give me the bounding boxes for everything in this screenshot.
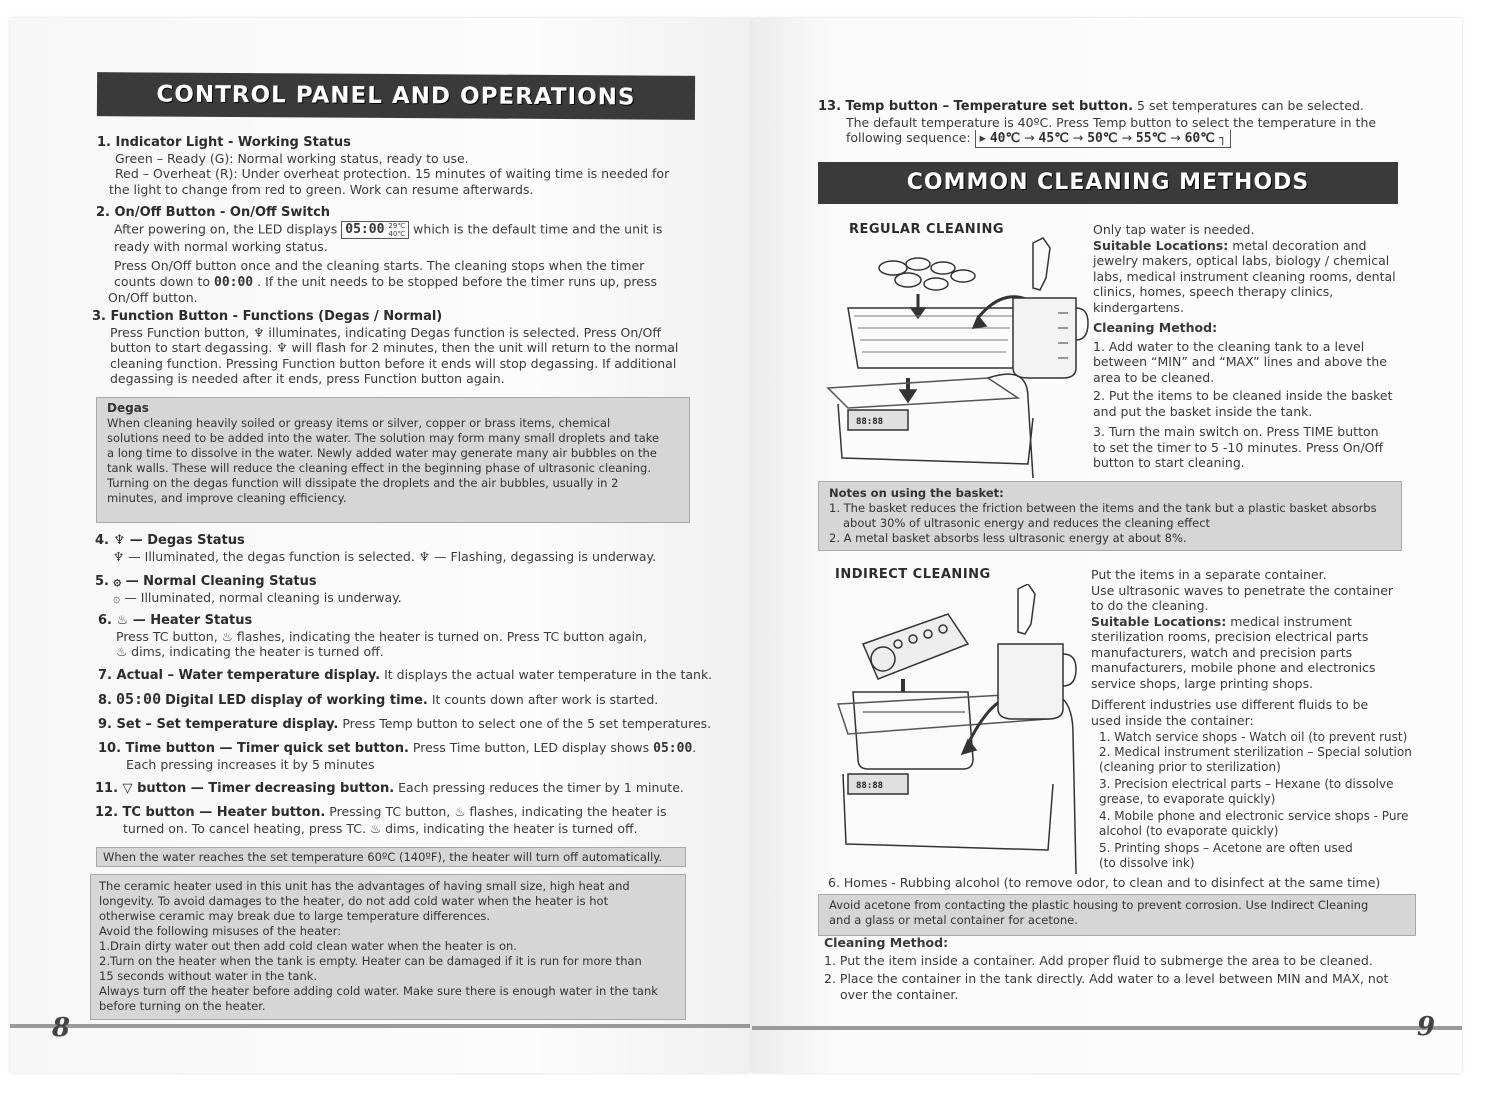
locations-text: metal decoration and — [1232, 237, 1367, 253]
item-normal-cleaning-status — [95, 573, 735, 605]
basket-note-line: 1. The basket reduces the friction between the items and the tank but a plastic basket absorbs — [829, 501, 1377, 515]
item-text: following sequence: — [846, 130, 971, 145]
lcd-actual-temp: 29℃ — [388, 221, 406, 230]
fluid-item: grease, to evaporate quickly) — [1099, 792, 1276, 806]
acetone-warning-box — [818, 894, 1416, 936]
item-title: 1. Indicator Light - Working Status — [97, 135, 351, 150]
lcd-time: 05:00 — [653, 741, 693, 756]
method-step: 2. Place the container in the tank directly. Add water to a level between MIN and MAX, not — [824, 971, 1389, 986]
control-panel-banner: CONTROL PANEL AND OPERATIONS — [97, 72, 695, 120]
item-line: the light to change from red to green. Work can resume afterwards. — [109, 181, 534, 197]
regular-step — [1093, 424, 1423, 471]
fluids-line: Different industries use different fluids to be — [1091, 697, 1369, 712]
item-line — [818, 130, 1458, 148]
degas-box-title: Degas — [107, 401, 149, 415]
item-text: . If the unit needs to be stopped before the timer runs up, press — [257, 273, 658, 289]
temp-step: 50℃ — [1087, 131, 1118, 146]
locations-label: Suitable Locations: — [1093, 237, 1229, 253]
regular-cleaning-text — [1093, 222, 1423, 471]
regular-step — [1093, 388, 1423, 419]
basket-notes-title: Notes on using the basket: — [829, 486, 1004, 500]
ceramic-line: longevity. To avoid damages to the heater, do not add cold water when the heater is hot — [99, 894, 609, 908]
acetone-line: and a glass or metal container for acetone. — [829, 913, 1078, 927]
item-tc-button — [95, 804, 735, 836]
temp-sequence: ▸ 40℃ → 45℃ → 50℃ → 55℃ → 60℃ ┐ — [975, 130, 1232, 148]
item-line: turned on. To cancel heating, press TC. ♨ dims, indicating the heater is turned off. — [123, 820, 638, 836]
item-text: Press Temp button to select one of the 5 set temperatures. — [342, 716, 712, 731]
indirect-line: Put the items in a separate container. — [1091, 567, 1327, 582]
ceramic-line: The ceramic heater used in this unit has the advantages of having small size, high heat and — [99, 879, 630, 893]
item-text: counts down to — [114, 273, 211, 289]
locations-text: medical instrument — [1230, 613, 1353, 629]
item-title: 4. ♆ — Degas Status — [95, 533, 245, 548]
item-actual-temp-display — [98, 667, 738, 684]
item-text: It counts down after work is started. — [431, 692, 659, 707]
item-title: 6. ♨ — Heater Status — [98, 613, 253, 628]
item-line: Each pressing increases it by 5 minutes — [126, 756, 375, 772]
fluid-item: 1. Watch service shops - Watch oil (to prevent rust) — [1099, 730, 1408, 744]
step-line: and put the basket inside the tank. — [1093, 403, 1313, 419]
item-line: Press Function button, ♆ illuminates, indicating Degas function is selected. Press On/Off — [110, 324, 661, 340]
basket-note-line: about 30% of ultrasonic energy and reduces the cleaning effect — [843, 516, 1211, 530]
fluid-item: 2. Medical instrument sterilization – Special solution — [1099, 745, 1412, 759]
fluid-item: (to dissolve ink) — [1099, 856, 1195, 870]
item-set-temp-display — [98, 716, 738, 733]
item-decrease-button — [95, 780, 735, 797]
temp-step: 40℃ — [989, 131, 1021, 146]
locations-line: manufacturers, mobile phone and electronics — [1091, 660, 1376, 675]
item-line: Press On/Off button once and the cleaning starts. The cleaning stops when the timer — [114, 258, 645, 273]
homes-fluid-item: 6. Homes - Rubbing alcohol (to remove odor, to clean and to disinfect at the same time) — [828, 875, 1381, 890]
item-digital-led-display — [98, 692, 738, 709]
locations-line: service shops, large printing shops. — [1091, 675, 1314, 691]
regular-step — [1093, 339, 1423, 386]
indirect-line: Use ultrasonic waves to penetrate the container — [1091, 582, 1394, 598]
heater-auto-off-note: When the water reaches the set temperature 60ºC (140ºF), the heater will turn off automatically. — [96, 847, 686, 867]
item-degas-status — [95, 532, 735, 564]
item-title: 13. Temp button – Temperature set button. — [818, 99, 1134, 114]
degas-box-line: minutes, and improve cleaning efficiency. — [107, 491, 347, 505]
step-line: area to be cleaned. — [1093, 369, 1215, 385]
item-function-button — [92, 308, 722, 387]
degas-box-line: Turning on the degas function will dissipate the droplets and the air bubbles, usually in 2 — [107, 476, 619, 490]
ceramic-heater-box — [90, 874, 686, 1020]
ceramic-line: 2.Turn on the heater when the tank is empty. Heater can be damaged if it is run for more than — [99, 954, 642, 968]
item-on-off-button — [96, 204, 716, 306]
fluid-item: (cleaning prior to sterilization) — [1099, 760, 1281, 774]
item-title: 7. Actual – Water temperature display. — [98, 668, 381, 683]
step-line: 2. Put the items to be cleaned inside the basket — [1093, 388, 1393, 403]
basket-notes-box — [818, 481, 1402, 551]
lcd-time: 00:00 — [214, 274, 254, 290]
locations-line: labs, medical instrument cleaning rooms, dental — [1093, 268, 1396, 284]
locations-line: clinics, homes, speech therapy clinics, — [1093, 284, 1334, 299]
item-line — [96, 221, 716, 239]
indirect-illustration-lcd: 88:88 — [856, 781, 884, 791]
item-text: which is the default time and the unit is — [413, 221, 663, 236]
fluid-item: 4. Mobile phone and electronic service shops - Pure — [1099, 809, 1409, 823]
ceramic-line: 15 seconds without water in the tank. — [99, 969, 318, 983]
fluids-line: used inside the container: — [1091, 712, 1254, 728]
temp-step: 45℃ — [1038, 131, 1069, 146]
fluid-item: 3. Precision electrical parts – Hexane (to dissolve — [1099, 777, 1394, 791]
item-temp-button — [818, 98, 1458, 148]
step-line: 3. Turn the main switch on. Press TIME button — [1093, 424, 1379, 439]
item-indicator-light — [97, 134, 717, 197]
footer-rule — [752, 1026, 1462, 1030]
item-line: cleaning function. Pressing Function button before it ends will stop degassing. If additional — [110, 355, 677, 371]
item-text: After powering on, the LED displays — [114, 221, 338, 236]
item-time-button: 10. Time button — Timer quick set button. Press Time button, LED display shows 05:00. Each pressing increases it by 5 minutes — [98, 740, 738, 772]
common-cleaning-banner: COMMON CLEANING METHODS — [818, 162, 1398, 204]
locations-label: Suitable Locations: — [1091, 613, 1227, 629]
item-line: Green – Ready (G): Normal working status, ready to use. — [115, 150, 469, 166]
item-text: 5 set temperatures can be selected. — [1137, 98, 1364, 113]
indirect-line: to do the cleaning. — [1091, 598, 1209, 613]
item-line: button to start degassing. ♆ will flash for 2 minutes, then the unit will return to the normal — [110, 340, 679, 355]
item-text: It displays the actual water temperature in the tank. — [384, 667, 713, 682]
indirect-cleaning-text — [1091, 567, 1441, 871]
item-title: 3. Function Button - Functions (Degas / Normal) — [92, 309, 443, 324]
degas-info-box — [96, 397, 690, 523]
fluid-item: 5. Printing shops – Acetone are often used — [1099, 841, 1353, 855]
item-text: Each pressing reduces the timer by 1 minute. — [398, 780, 684, 795]
page-number: 8 — [52, 1013, 71, 1043]
item-line: On/Off button. — [108, 290, 198, 305]
item-line: Red – Overheat (R): Under overheat protection. 15 minutes of waiting time is needed for — [115, 166, 670, 181]
degas-box-line: tank walls. These will reduce the cleaning effect in the beginning phase of ultrasonic cleaning. — [107, 461, 651, 475]
step-line: 1. Add water to the cleaning tank to a level — [1093, 338, 1365, 354]
item-number: 8. — [98, 693, 112, 708]
item-line: ۞ — Illuminated, normal cleaning is underway. — [113, 589, 402, 605]
item-line — [96, 274, 716, 291]
item-line: ♆ — Illuminated, the degas function is selected. ♆ — Flashing, degassing is underway. — [113, 548, 657, 564]
right-page — [752, 18, 1462, 1073]
lcd-time: 05:00 — [115, 690, 162, 708]
item-title: 12. TC button — Heater button. — [95, 805, 326, 820]
item-title: 2. On/Off Button - On/Off Switch — [96, 205, 331, 220]
item-heater-status — [98, 612, 738, 660]
regular-cleaning-heading: REGULAR CLEANING — [849, 222, 1005, 237]
locations-line: kindergartens. — [1093, 299, 1184, 315]
fluid-list — [1091, 730, 1441, 871]
lcd-time: 05:00 — [345, 222, 385, 237]
item-title: 9. Set – Set temperature display. — [98, 717, 339, 732]
ceramic-line: before turning on the heater. — [99, 999, 266, 1013]
item-line: ♨ dims, indicating the heater is turned off. — [116, 644, 384, 659]
indirect-cleaning-illustration — [818, 584, 1088, 879]
cleaning-method-label: Cleaning Method: — [824, 935, 949, 950]
left-page — [10, 18, 750, 1073]
step-line: between “MIN” and “MAX” lines and above the — [1093, 354, 1387, 369]
locations-line: manufacturers, watch and precision parts — [1091, 644, 1353, 660]
regular-intro: Only tap water is needed. — [1093, 222, 1255, 237]
fluid-item: alcohol (to evaporate quickly) — [1099, 824, 1279, 838]
lcd-set-temp: 40℃ — [388, 229, 406, 238]
regular-illustration-lcd: 88:88 — [856, 417, 884, 427]
item-title: 10. Time button — Timer quick set button. — [98, 741, 409, 756]
indirect-locations — [1091, 614, 1441, 630]
temp-step: 55℃ — [1135, 131, 1167, 146]
locations-line: jewelry makers, optical labs, biology / chemical — [1093, 253, 1390, 268]
item-title: 11. ▽ button — Timer decreasing button. — [95, 781, 395, 796]
lcd-display — [341, 221, 409, 239]
ceramic-line: Avoid the following misuses of the heater: — [99, 924, 342, 938]
method-step: over the container. — [840, 986, 959, 1002]
indirect-cleaning-heading: INDIRECT CLEANING — [835, 567, 991, 582]
item-title: Digital LED display of working time. — [165, 693, 428, 708]
ceramic-line: Always turn off the heater before adding cold water. Make sure there is enough water in the tank — [99, 984, 658, 998]
item-text: Press Time button, LED display shows — [412, 740, 650, 755]
degas-box-line: a long time to dissolve in the water. Newly added water may generate many air bubbles on the — [107, 446, 657, 460]
item-line: Press TC button, ♨ flashes, indicating the heater is turned on. Press TC button again, — [116, 628, 647, 644]
method-step: 1. Put the item inside a container. Add proper fluid to submerge the area to be cleaned. — [824, 952, 1373, 968]
locations-line: sterilization rooms, precision electrical parts — [1091, 629, 1369, 644]
acetone-line: Avoid acetone from contacting the plastic housing to prevent corrosion. Use Indirect Cleaning — [829, 898, 1369, 912]
degas-box-line: solutions need to be added into the water. The solution may form many small droplets and take — [107, 431, 660, 445]
regular-cleaning-illustration — [818, 228, 1090, 490]
step-line: button to start cleaning. — [1093, 455, 1245, 470]
footer-rule — [10, 1024, 750, 1028]
item-text: Pressing TC button, ♨ flashes, indicating the heater is — [329, 804, 667, 819]
temp-step: 60℃ — [1184, 131, 1215, 146]
item-line: The default temperature is 40ºC. Press Temp button to select the temperature in the — [846, 114, 1377, 130]
item-title: 5. ۞ — Normal Cleaning Status — [95, 574, 317, 589]
page-number: 9 — [1417, 1012, 1436, 1042]
basket-note-line: 2. A metal basket absorbs less ultrasonic energy at about 8%. — [829, 531, 1187, 545]
step-line: to set the timer to 5 -10 minutes. Press On/Off — [1093, 439, 1384, 455]
regular-locations — [1093, 238, 1423, 254]
ceramic-line: 1.Drain dirty water out then add cold clean water when the heater is on. — [99, 939, 517, 953]
ceramic-line: otherwise ceramic may break due to large temperature differences. — [99, 909, 491, 923]
item-line: ready with normal working status. — [114, 238, 328, 254]
degas-box-line: When cleaning heavily soiled or greasy items or silver, copper or brass items, chemical — [107, 416, 611, 430]
cleaning-method-label: Cleaning Method: — [1093, 320, 1218, 335]
indirect-cleaning-method — [824, 935, 1454, 1002]
item-line: degassing is needed after it ends, press Function button again. — [110, 371, 505, 386]
